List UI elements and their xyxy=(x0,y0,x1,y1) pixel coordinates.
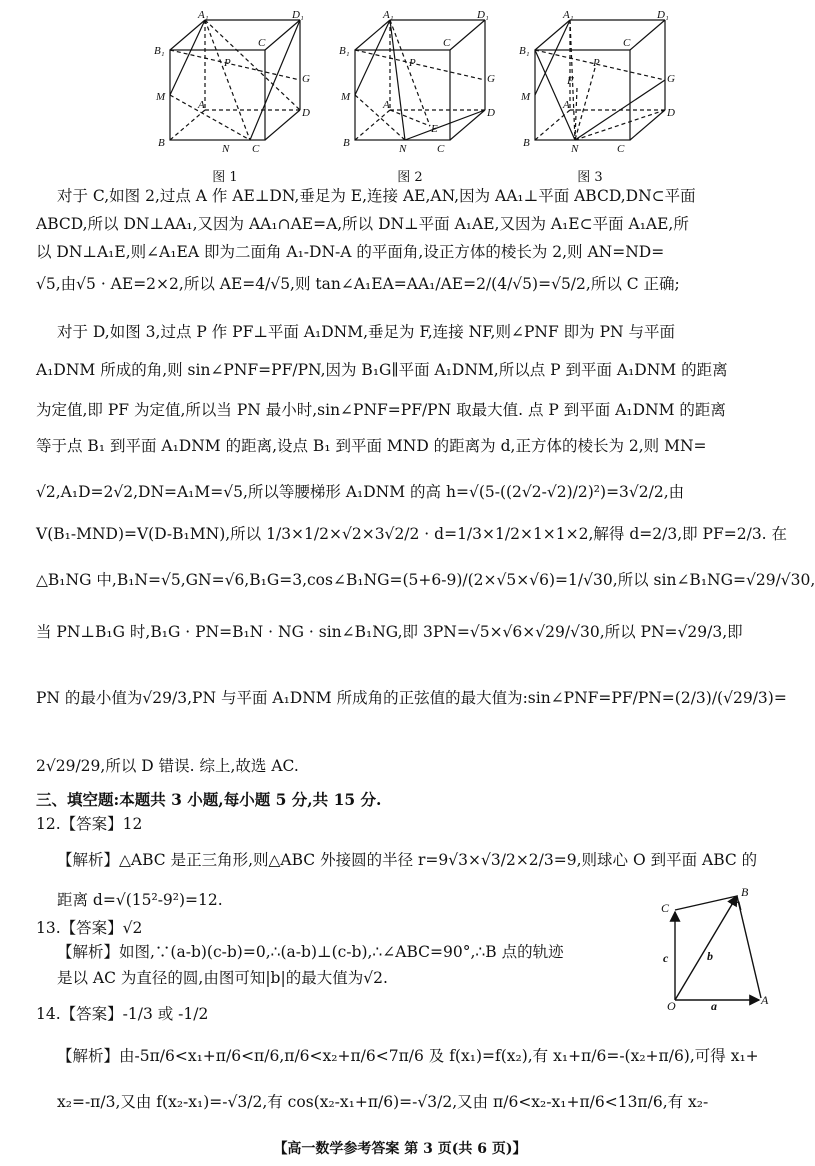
svg-text:B₁: B₁ xyxy=(519,45,530,57)
vector-figure xyxy=(655,882,775,1012)
svg-text:A: A xyxy=(383,99,390,111)
svg-text:P: P xyxy=(593,57,600,69)
solution-14-line2: x₂=-π/3,又由 f(x₂-x₁)=-√3/2,有 cos(x₂-x₁+π/6)=-√3/2,又由 π/6<x₂-x₁+π/6<13π/6,有 x₂- xyxy=(57,1093,709,1111)
text-line-d3: 为定值,即 PF 为定值,所以当 PN 最小时,sin∠PNF=PF/PN 取最大值. 点 P 到平面 A₁DNM 的距离 xyxy=(36,401,726,419)
svg-text:B: B xyxy=(343,137,350,149)
svg-text:N: N xyxy=(399,143,407,155)
svg-text:C: C xyxy=(437,143,445,155)
solution-14-line1: 【解析】由-5π/6<x₁+π/6<π/6,π/6<x₂+π/6<7π/6 及 f(x₁)=f(x₂),有 x₁+π/6=-(x₂+π/6),可得 x₁+ xyxy=(57,1047,759,1065)
svg-text:G: G xyxy=(487,73,495,85)
svg-text:N: N xyxy=(222,143,230,155)
svg-text:B: B xyxy=(158,137,165,149)
solution-13-line2: 是以 AC 为直径的圆,由图可知|b|的最大值为√2. xyxy=(57,969,388,987)
svg-text:A₁: A₁ xyxy=(383,9,394,21)
solution-12-line1: 【解析】△ABC 是正三角形,则△ABC 外接圆的半径 r=9√3×√3/2×2/3=9,则球心 O 到平面 ABC 的 xyxy=(57,851,758,869)
svg-text:A: A xyxy=(761,993,769,1007)
svg-text:M: M xyxy=(341,91,351,103)
svg-text:M: M xyxy=(156,91,166,103)
text-line-d1: 对于 D,如图 3,过点 P 作 PF⊥平面 A₁DNM,垂足为 F,连接 NF,则∠PNF 即为 PN 与平面 xyxy=(57,323,675,341)
svg-text:C: C xyxy=(623,37,631,49)
svg-text:A₁: A₁ xyxy=(198,9,209,21)
svg-text:D: D xyxy=(667,107,675,119)
svg-text:G: G xyxy=(302,73,310,85)
figure-caption-3: 图 3 xyxy=(577,170,603,185)
cube-diagram-2 xyxy=(335,8,495,155)
text-line-c4: √5,由√5 · AE=2×2,所以 AE=4/√5,则 tan∠A₁EA=AA₁/AE=2/(4/√5)=√5/2,所以 C 正确; xyxy=(36,275,680,293)
svg-text:b: b xyxy=(707,949,713,963)
svg-text:c: c xyxy=(663,951,669,965)
svg-text:P: P xyxy=(224,57,231,69)
solution-12-line2: 距离 d=√(15²-9²)=12. xyxy=(57,891,223,909)
svg-text:B₁: B₁ xyxy=(339,45,350,57)
svg-text:D₁: D₁ xyxy=(657,9,669,21)
answer-12: 12.【答案】12 xyxy=(36,815,143,833)
svg-text:M: M xyxy=(521,91,531,103)
svg-text:A: A xyxy=(563,99,570,111)
svg-text:B₁: B₁ xyxy=(154,45,165,57)
text-line-d7: △B₁NG 中,B₁N=√5,GN=√6,B₁G=3,cos∠B₁NG=(5+6-9)/(2×√5×√6)=1/√30,所以 sin∠B₁NG=√29/√30, xyxy=(36,571,815,589)
svg-text:a: a xyxy=(711,999,717,1013)
answer-13: 13.【答案】√2 xyxy=(36,919,143,937)
text-line-d5: √2,A₁D=2√2,DN=A₁M=√5,所以等腰梯形 A₁DNM 的高 h=√(5-((2√2-√2)/2)²)=3√2/2,由 xyxy=(36,483,685,501)
svg-text:A₁: A₁ xyxy=(563,9,574,21)
solution-13-line1: 【解析】如图,∵(a-b)(c-b)=0,∴(a-b)⊥(c-b),∴∠ABC=90°,∴B 点的轨迹 xyxy=(57,943,564,961)
svg-text:D: D xyxy=(487,107,495,119)
cube-figure-3 xyxy=(515,8,675,185)
svg-text:D: D xyxy=(302,107,310,119)
answer-14: 14.【答案】-1/3 或 -1/2 xyxy=(36,1005,209,1023)
cube-figure-1 xyxy=(150,8,310,185)
text-line-d2: A₁DNM 所成的角,则 sin∠PNF=PF/PN,因为 B₁G∥平面 A₁DNM,所以点 P 到平面 A₁DNM 的距离 xyxy=(36,361,728,379)
svg-text:F: F xyxy=(567,75,574,87)
text-line-d4: 等于点 B₁ 到平面 A₁DNM 的距离,设点 B₁ 到平面 MND 的距离为 d,正方体的棱长为 2,则 MN= xyxy=(36,437,707,455)
vector-diagram xyxy=(655,882,775,1012)
svg-text:N: N xyxy=(571,143,579,155)
svg-text:O: O xyxy=(667,999,676,1013)
text-line-c1: 对于 C,如图 2,过点 A 作 AE⊥DN,垂足为 E,连接 AE,AN,因为 AA₁⊥平面 ABCD,DN⊂平面 xyxy=(57,187,696,205)
figure-caption-2: 图 2 xyxy=(397,170,423,185)
cube-diagram-1 xyxy=(150,8,310,155)
page-footer: 【高一数学参考答案 第 3 页(共 6 页)】 xyxy=(273,1141,527,1157)
text-line-d8: 当 PN⊥B₁G 时,B₁G · PN=B₁N · NG · sin∠B₁NG,即 3PN=√5×√6×√29/√30,所以 PN=√29/3,即 xyxy=(36,623,743,641)
svg-text:B: B xyxy=(523,137,530,149)
svg-text:A: A xyxy=(198,99,205,111)
text-line-d9: PN 的最小值为√29/3,PN 与平面 A₁DNM 所成角的正弦值的最大值为:sin∠PNF=PF/PN=(2/3)/(√29/3)= xyxy=(36,689,787,707)
text-line-c2: ABCD,所以 DN⊥AA₁,又因为 AA₁∩AE=A,所以 DN⊥平面 A₁AE,又因为 A₁E⊂平面 A₁AE,所 xyxy=(36,215,689,233)
svg-text:P: P xyxy=(409,57,416,69)
text-line-d10: 2√29/29,所以 D 错误. 综上,故选 AC. xyxy=(36,757,299,775)
svg-text:E: E xyxy=(431,123,438,135)
figure-row xyxy=(0,0,800,185)
svg-text:D₁: D₁ xyxy=(292,9,304,21)
svg-text:C: C xyxy=(252,143,260,155)
svg-text:C: C xyxy=(443,37,451,49)
text-line-d6: V(B₁-MND)=V(D-B₁MN),所以 1/3×1/2×√2×3√2/2 · d=1/3×1/2×1×1×2,解得 d=2/3,即 PF=2/3. 在 xyxy=(36,525,788,543)
svg-text:D₁: D₁ xyxy=(477,9,489,21)
svg-text:C: C xyxy=(661,901,670,915)
text-line-c3: 以 DN⊥A₁E,则∠A₁EA 即为二面角 A₁-DN-A 的平面角,设正方体的棱长为 2,则 AN=ND= xyxy=(36,243,665,261)
svg-text:B: B xyxy=(741,885,749,899)
svg-text:C: C xyxy=(617,143,625,155)
cube-figure-2 xyxy=(335,8,495,185)
section-heading-fill-in: 三、填空题:本题共 3 小题,每小题 5 分,共 15 分. xyxy=(36,790,382,809)
svg-text:C: C xyxy=(258,37,266,49)
figure-caption-1: 图 1 xyxy=(212,170,238,185)
cube-diagram-3 xyxy=(515,8,675,155)
svg-text:G: G xyxy=(667,73,675,85)
